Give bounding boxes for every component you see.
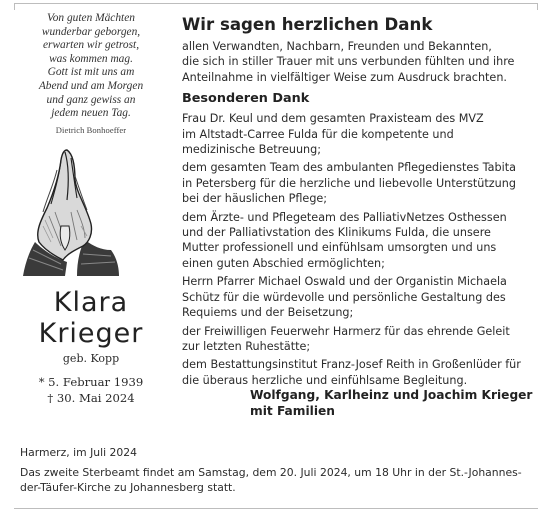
poem-line: und ganz gewiss an: [46, 93, 136, 106]
birth-name: geb. Kopp: [62, 352, 120, 365]
text-line: Schütz für die würdevolle und persönliche Gestaltung des: [182, 290, 506, 304]
text-line: Frau Dr. Keul und dem gesamten Praxisteam des MVZ: [182, 112, 484, 126]
text-line: medizinische Betreuung;: [182, 143, 322, 157]
text-line: dem Ärzte- und Pflegeteam des PalliativNetzes Osthessen: [182, 210, 507, 224]
death-date: † 30. Mai 2024: [47, 391, 135, 405]
thanks-title: Wir sagen herzlichen Dank: [182, 15, 433, 34]
life-dates: [16, 374, 166, 406]
text-line: Mutter professionell und einfühlsam umsorgten und uns: [182, 241, 497, 255]
poem-line: erwarten wir getrost,: [42, 39, 140, 52]
text-line: im Altstadt-Carree Fulda für die kompetente und: [182, 127, 454, 141]
signers: [250, 388, 532, 419]
deceased-last-name: Krieger: [38, 318, 144, 349]
birth-date: * 5. Februar 1939: [38, 375, 144, 389]
text-line: zur letzten Ruhestätte;: [182, 339, 311, 353]
text-line: bei der häuslichen Pflege;: [182, 192, 328, 206]
text-line: die sich in stiller Trauer mit uns verbunden fühlten und ihre: [182, 55, 515, 69]
poem: [16, 12, 166, 121]
deceased-first-name: Klara: [53, 287, 129, 318]
poem-line: was kommen mag.: [49, 52, 133, 65]
signers-families: mit Familien: [250, 403, 335, 418]
text-line: allen Verwandten, Nachbarn, Freunden und Bekannten,: [182, 40, 492, 53]
signers-names: Wolfgang, Karlheinz und Joachim Krieger: [250, 388, 533, 402]
text-line: dem gesamten Team des ambulanten Pflegedienstes Tabita: [182, 161, 516, 175]
thanks-item: [182, 160, 534, 206]
poem-author: Dietrich Bonhoeffer: [55, 124, 127, 135]
thanks-column: [182, 15, 534, 391]
text-line: Anteilnahme in vielfältiger Weise zum Ausdruck brachten.: [182, 70, 507, 84]
text-line: der-Täufer-Kirche zu Johannesberg statt.: [20, 481, 236, 494]
poem-column: [16, 12, 166, 135]
text-line: einen guten Abschied ermöglichten;: [182, 256, 385, 270]
praying-hands-icon: [15, 146, 125, 276]
poem-line: Gott ist mit uns am: [47, 66, 135, 79]
poem-line: wunderbar geborgen,: [41, 25, 141, 38]
thanks-item: [182, 210, 534, 272]
poem-line: Abend und am Morgen: [38, 79, 144, 92]
thanks-item: [182, 324, 534, 355]
text-line: Das zweite Sterbeamt findet am Samstag, dem 20. Juli 2024, um 18 Uhr in der St.-Johannes-: [20, 466, 522, 479]
text-line: die überaus herzliche und einfühlsame Begleitung.: [182, 373, 468, 387]
bottom-rule: [14, 508, 538, 509]
poem-line: jedem neuen Tag.: [51, 107, 131, 120]
text-line: Herrn Pfarrer Michael Oswald und der Organistin Michaela: [182, 275, 507, 289]
text-line: der Freiwilligen Feuerwehr Harmerz für das ehrende Geleit: [182, 324, 510, 338]
thanks-intro: [182, 39, 534, 85]
text-line: in Petersberg für die herzliche und liebevolle Unterstützung: [182, 176, 516, 190]
service-note: [20, 465, 540, 495]
text-line: und der Palliativstation des Klinikums Fulda, die unsere: [182, 226, 491, 240]
poem-line: Von guten Mächten: [47, 12, 135, 24]
text-line: Requiems und der Beisetzung;: [182, 306, 354, 320]
text-line: dem Bestattungsinstitut Franz-Josef Reith in Großenlüder für: [182, 358, 521, 372]
thanks-item: [182, 111, 534, 157]
special-thanks-title: Besonderen Dank: [182, 91, 310, 107]
thanks-item: [182, 274, 534, 320]
thanks-item: [182, 357, 534, 388]
place-date: Harmerz, im Juli 2024: [20, 446, 137, 459]
